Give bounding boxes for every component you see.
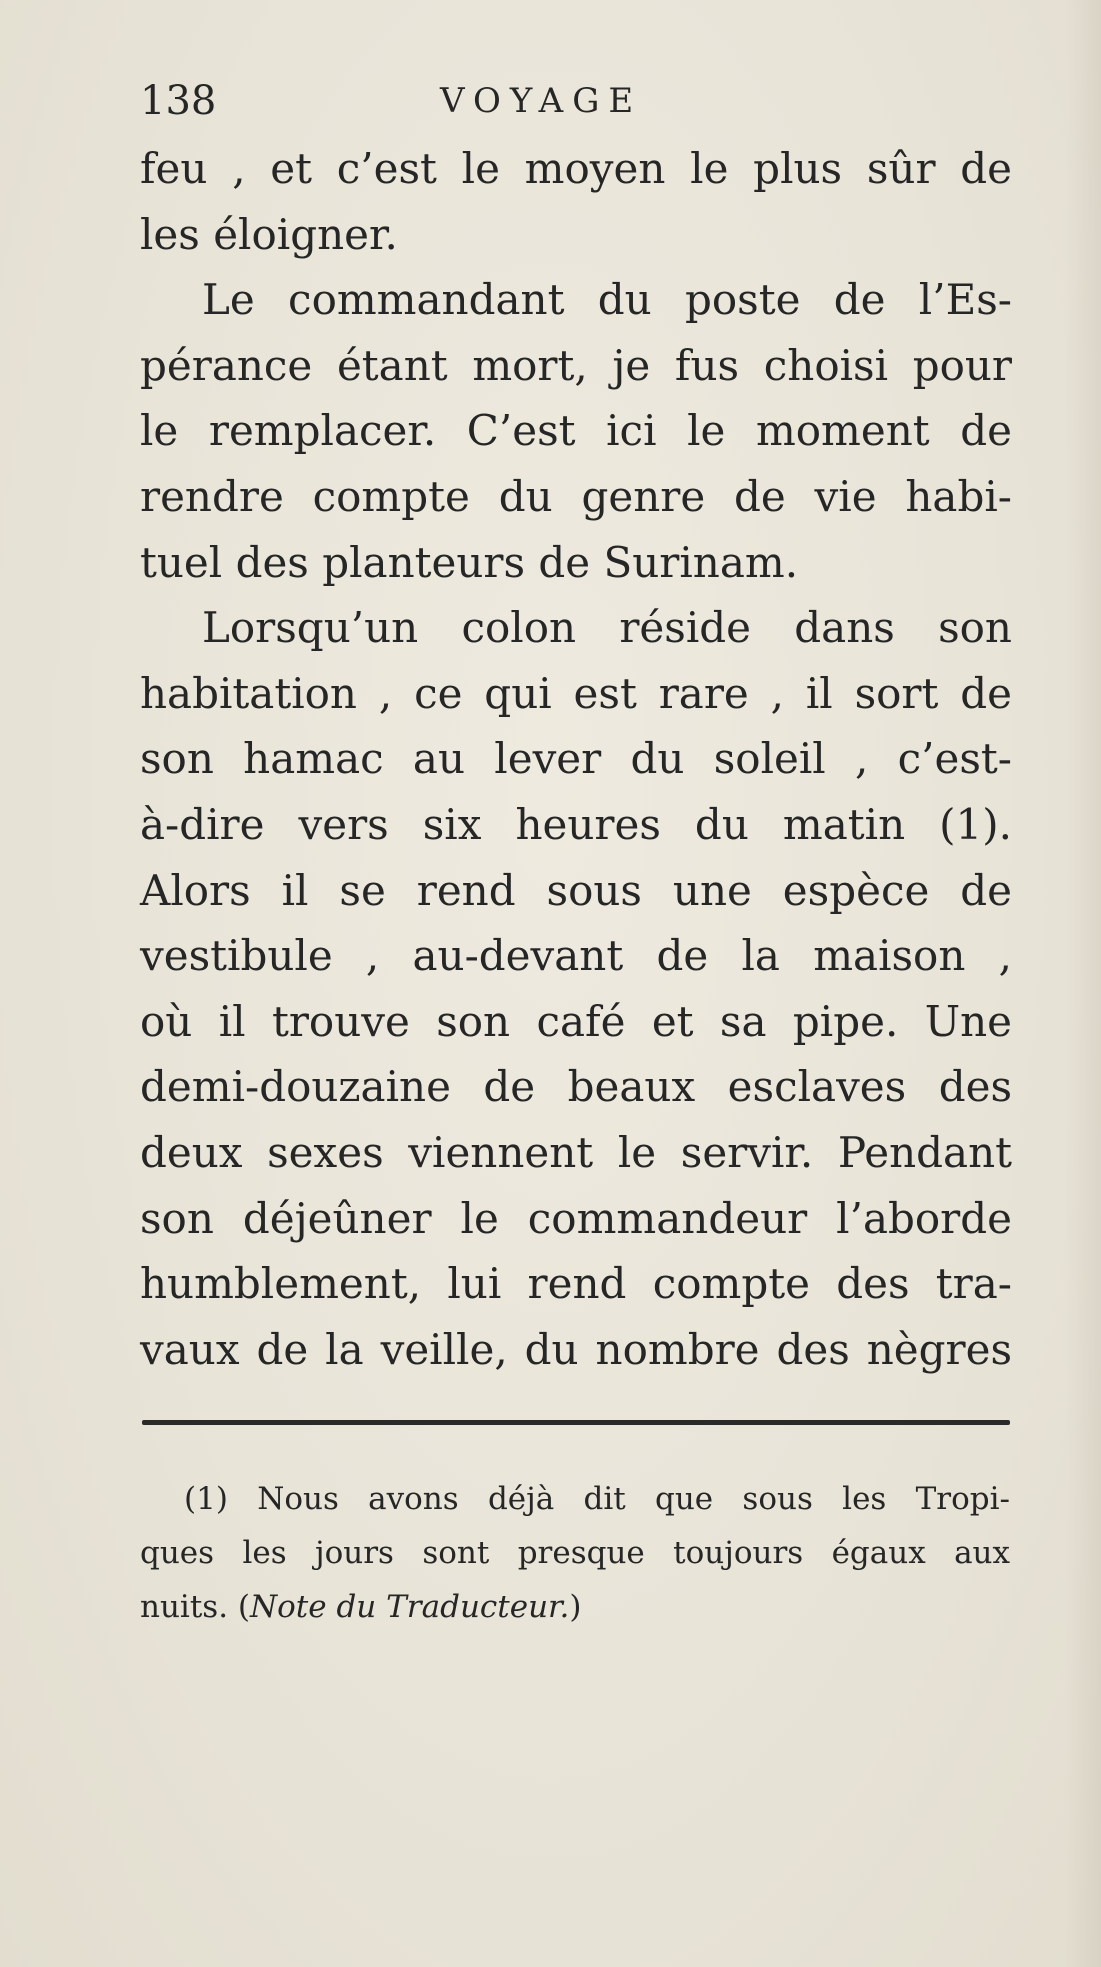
footnote-line: (1) Nous avons déjà dit que sous les Tropi- [184, 1481, 1010, 1517]
footnote-rule [142, 1420, 1010, 1425]
page-header [140, 72, 1012, 130]
text-line: habitation , ce qui est rare , il sort de [140, 668, 1012, 718]
text-line: le remplacer. C’est ici le moment de [140, 406, 1012, 456]
text-line: Alors il se rend sous une espèce de [140, 865, 1012, 915]
text-line: humblement, lui rend compte des tra- [140, 1259, 1012, 1309]
text-line: vestibule , au-devant de la maison , [140, 931, 1012, 981]
footnote-attribution: Note du Traducteur. [250, 1589, 570, 1625]
text-line: son déjeûner le commandeur l’aborde [140, 1193, 1012, 1243]
text-line: son hamac au lever du soleil , c’est- [140, 734, 1012, 784]
text-line: les éloigner. [140, 209, 398, 259]
text-line: où il trouve son café et sa pipe. Une [140, 996, 1012, 1046]
footnote-line: ques les jours sont presque toujours égaux aux [140, 1535, 1010, 1571]
text-line: feu , et c’est le moyen le plus sûr de [140, 144, 1012, 193]
page-edge-shadow [1065, 0, 1101, 1967]
text-line: deux sexes viennent le servir. Pendant [140, 1127, 1012, 1177]
page-number: 138 [140, 78, 217, 124]
footnote-suffix: ) [569, 1589, 582, 1625]
footnote [140, 1472, 1010, 1634]
text-line: pérance étant mort, je fus choisi pour [140, 340, 1012, 390]
text-line: Le commandant du poste de l’Es- [202, 275, 1012, 325]
text-line: rendre compte du genre de vie habi- [140, 471, 1012, 521]
main-text-block [140, 72, 1012, 1382]
text-line: demi-douzaine de beaux esclaves des [140, 1062, 1012, 1112]
running-title: VOYAGE [440, 81, 643, 121]
text-line: tuel des planteurs de Surinam. [140, 537, 799, 587]
footnote-line-last [140, 1580, 1010, 1634]
text-line: à-dire vers six heures du matin (1). [140, 799, 1012, 849]
text-line: vaux de la veille, du nombre des nègres [140, 1324, 1012, 1374]
text-line: Lorsqu’un colon réside dans son [202, 603, 1012, 653]
footnote-prefix: nuits. ( [140, 1589, 251, 1625]
body-text [140, 136, 1012, 1382]
